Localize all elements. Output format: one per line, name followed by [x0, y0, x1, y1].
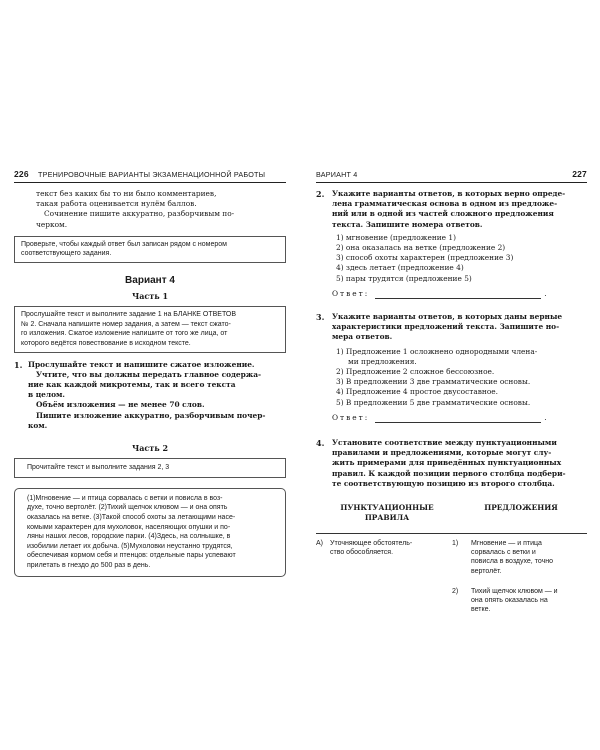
check-note-line: Проверьте, чтобы каждый ответ был записан рядом с номером	[21, 240, 227, 248]
task-line: в целом.	[28, 390, 66, 400]
intro-line: Сочинение пишите аккуратно, разборчивым по-	[44, 209, 235, 219]
option: 4) здесь летает (предложение 4)	[336, 263, 464, 273]
instruction-line: го изложения. Сжатое изложение напишите от того же лица, от	[21, 330, 228, 338]
option: 2) Предложение 2 сложное бессоюзное.	[336, 367, 495, 377]
stem-line: правилами и предложениями, которые могут слу-	[332, 448, 552, 458]
part2-title: Часть 2	[131, 443, 169, 453]
stem-line: правил. К каждой позиции первого столбца подбери-	[332, 468, 566, 478]
row-sentence	[471, 539, 586, 576]
row-number: 1)	[452, 540, 459, 548]
answer-label: Ответ:	[332, 412, 370, 422]
right-page-header	[316, 168, 587, 183]
row-sentence-line: ветке.	[471, 606, 491, 614]
row-number: 2)	[452, 588, 459, 596]
task-line: Пишите изложение аккуратно, разборчивым почер-	[36, 410, 266, 420]
check-note-line: соответствующего задания.	[21, 250, 112, 258]
row-sentence-line: Мгновение — и птица	[471, 540, 542, 548]
stem-line: ний или в одной из частей сложного предложения	[332, 209, 554, 219]
left-page	[14, 168, 286, 577]
col2-header: ПРЕДЛОЖЕНИЯ	[484, 503, 558, 513]
row-sentence-line: повисла в воздухе, точно	[471, 558, 553, 566]
task-line: Прослушайте текст и напишите сжатое изложение.	[28, 359, 255, 369]
option: 3) способ охоты характерен (предложение 3)	[336, 253, 514, 263]
stem-line: текста. Запишите номера ответов.	[332, 219, 483, 229]
left-page-header	[14, 168, 286, 183]
reading-line: прилетать в гнездо до 500 раз в день.	[27, 561, 151, 569]
stem-line: Установите соответствие между пунктуационными	[332, 438, 557, 448]
stem-line: характеристики предложений текста. Запишите но-	[332, 322, 560, 332]
right-page	[316, 168, 587, 619]
task-number: 1.	[14, 359, 23, 370]
stem-line: лена грамматическая основа в одном из предложе-	[332, 199, 558, 209]
row-sentence-line: Тихий щелчок клювом — и	[471, 588, 558, 596]
row-sentence-line: сорвалась с ветки и	[471, 549, 536, 557]
task1	[14, 360, 286, 431]
reading-text-box	[14, 488, 286, 577]
row-sentence-line: она опять оказалась на	[471, 597, 548, 605]
task4-stem	[332, 438, 587, 489]
match-table-header	[316, 503, 587, 533]
instruction-line: Прослушайте текст и выполните задание 1 на БЛАНКЕ ОТВЕТОВ	[21, 311, 237, 319]
page-number: 226	[14, 169, 29, 179]
intro-line: текст без каких бы то ни было комментариев,	[36, 189, 217, 198]
intro-line: такая работа оценивается нулём баллов.	[36, 199, 197, 209]
intro-line: черком.	[36, 219, 68, 229]
instruction-line: № 2. Сначала напишите номер задания, а затем — текст сжато-	[21, 320, 231, 328]
stem-line: мера ответов.	[332, 332, 393, 342]
instruction-line: которого ведётся повествование в исходном тексте.	[21, 339, 191, 347]
row-rule-line: ство обособляется.	[330, 549, 394, 557]
option: 1) Предложение 1 осложнено однородными члена-	[336, 346, 538, 356]
row-rule-line: Уточняющее обстоятель-	[330, 540, 413, 548]
option: 3) В предложении 3 две грамматические основы.	[336, 377, 531, 387]
reading-line: (1)Мгновение — и птица сорвалась с ветки и повисла в воз-	[27, 494, 223, 502]
option: 4) Предложение 4 простое двусоставное.	[336, 387, 499, 397]
variant-title: Вариант 4	[125, 275, 175, 286]
stem-line: жить примерами для приведённых пунктуационных	[332, 458, 562, 468]
task-line: ком.	[28, 420, 48, 430]
answer-label: Ответ:	[332, 288, 370, 298]
answer-end: .	[544, 412, 547, 422]
task2-options	[332, 233, 587, 284]
stem-line: те соответствующую позицию из второго столбца.	[332, 478, 555, 488]
task4	[316, 438, 587, 489]
task-line: ние как каждой микротемы, так и всего текста	[28, 379, 236, 389]
answer-end: .	[544, 288, 547, 298]
reading-line: обеспечивая кормом себя и птенцов: отдельные пары успевают	[27, 552, 236, 560]
header-title: ТРЕНИРОВОЧНЫЕ ВАРИАНТЫ ЭКЗАМЕНАЦИОННОЙ РАБОТЫ	[38, 170, 266, 179]
part1-title: Часть 1	[131, 291, 169, 301]
header-title: ВАРИАНТ 4	[316, 170, 358, 179]
intro-text	[14, 189, 286, 230]
option: 2) она оказалась на ветке (предложение 2)	[336, 243, 506, 253]
col1-header-line: ПУНКТУАЦИОННЫЕ	[340, 503, 434, 513]
task-number: 2.	[316, 189, 325, 199]
stem-line: Укажите варианты ответов, в которых даны верные	[332, 312, 563, 322]
task2-stem	[332, 189, 587, 230]
answer-row	[332, 289, 587, 299]
page-number: 227	[572, 169, 587, 179]
stem-line: Укажите варианты ответов, в которых верно опреде-	[332, 189, 566, 198]
option: 5) В предложении 5 две грамматические основы.	[336, 397, 531, 407]
reading-line: духе, точно вертолёт. (2)Тихий щелчок клювом — и она опять	[27, 504, 228, 512]
row-sentence	[471, 587, 586, 615]
option-continuation: ми предложения.	[348, 356, 417, 366]
row-letter: А)	[316, 540, 323, 548]
task1-text	[28, 360, 286, 431]
task3-stem	[332, 312, 587, 343]
part1-instruction-box	[14, 306, 286, 352]
task2	[316, 189, 587, 299]
answer-input[interactable]	[375, 414, 541, 423]
task3-options	[332, 347, 587, 408]
col1-header-line: ПРАВИЛА	[364, 513, 410, 523]
reading-line: изобилии летает их добыча. (5)Мухоловки неустанно трудятся,	[27, 542, 233, 550]
table-divider	[316, 533, 587, 534]
col1-header	[330, 503, 444, 523]
task-line: Объём изложения — не менее 70 слов.	[36, 400, 205, 410]
task-number: 3.	[316, 312, 325, 323]
task-line: Учтите, что вы должны передать главное содержа-	[36, 369, 262, 379]
option: 5) пары трудятся (предложение 5)	[336, 273, 472, 283]
part2-instruction-box	[14, 458, 286, 478]
reading-line: ляны наших лесов, городские парки. (4)Здесь, на солнышке, в	[27, 533, 231, 541]
task2-body	[332, 189, 587, 299]
task-number: 4.	[316, 438, 325, 449]
row-sentence-line: вертолёт.	[471, 567, 502, 575]
check-note-box	[14, 236, 286, 263]
instruction-line: Прочитайте текст и выполните задания 2, 3	[27, 464, 170, 472]
answer-input[interactable]	[375, 290, 541, 299]
answer-row	[332, 413, 587, 423]
task3-body	[332, 312, 587, 423]
match-row	[316, 587, 587, 619]
match-row	[316, 539, 587, 585]
task3	[316, 312, 587, 423]
reading-line: оказалась на ветке. (3)Такой способ охоты за летающими насе-	[27, 513, 236, 521]
reading-line: комыми характерен для мухоловок, населяющих опушки и по-	[27, 523, 231, 531]
option: 1) мгновение (предложение 1)	[336, 232, 456, 242]
row-rule	[330, 539, 442, 557]
